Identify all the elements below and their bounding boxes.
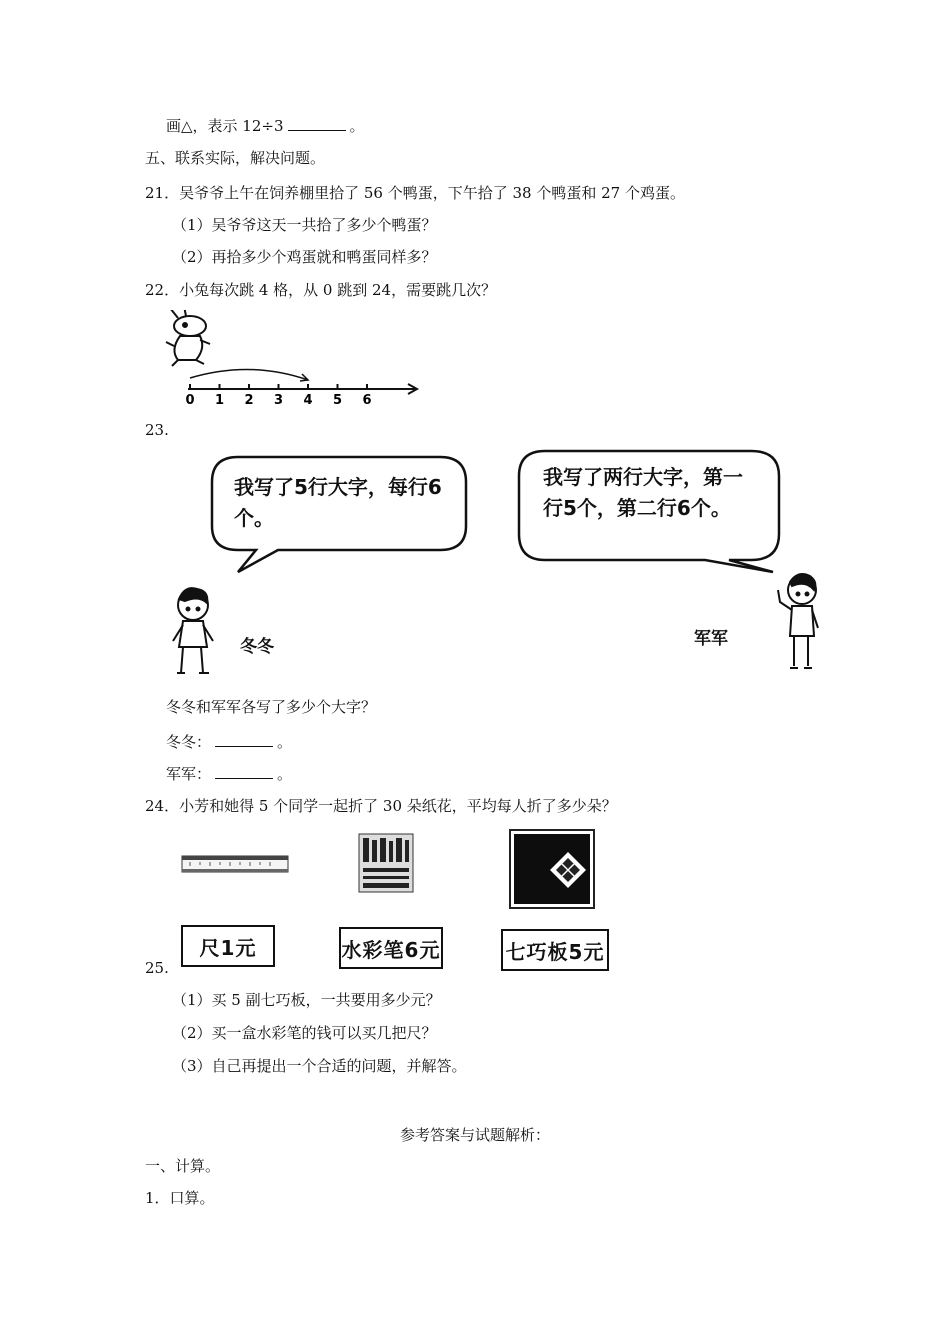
boy-junjun-figure (770, 572, 830, 674)
bubble-right-text: 我写了两行大字，第一行5个，第二行6个。 (543, 465, 743, 520)
name-dongdong: 冬冬 (240, 637, 274, 657)
q21-stem: 21．吴爷爷上午在饲养棚里拾了 56 个鸭蛋，下午拾了 38 个鸭蛋和 27 个鸡蛋。 (145, 184, 685, 202)
speech-bubble-right (515, 448, 785, 574)
section-5-title: 五、联系实际，解决问题。 (145, 149, 326, 167)
answers-item-1: 1．口算。 (145, 1189, 215, 1207)
q24-stem: 24．小芳和她得 5 个同学一起折了 30 朵纸花，平均每人折了多少朵？ (145, 797, 617, 815)
jump-arc (190, 369, 308, 380)
q20-answer-blank[interactable] (288, 116, 346, 131)
tick-label: 1 (214, 393, 225, 408)
q21-sub2: （2）再拾多少个鸡蛋就和鸭蛋同样多？ (172, 248, 437, 266)
q25-number: 25. (145, 959, 169, 977)
tangram-image (508, 828, 596, 910)
tick-label: 4 (303, 393, 313, 408)
q23-answer-junjun: 军军： 。 (166, 765, 293, 783)
speech-bubble-left (208, 454, 470, 576)
tick-label: 5 (332, 393, 343, 408)
q25-sub3: （3）自己再提出一个合适的问题，并解答。 (172, 1057, 467, 1075)
q22-stem: 22．小兔每次跳 4 格，从 0 跳到 24，需要跳几次？ (145, 281, 497, 299)
bubble-left-text: 我写了5行大字，每行6个。 (234, 475, 442, 530)
tick-label: 0 (185, 393, 195, 408)
q23-question: 冬冬和军军各写了多少个大字？ (166, 698, 377, 716)
ruler-image (180, 852, 290, 878)
q20-tail: 画△，表示 12÷3 。 (166, 117, 365, 135)
price-pens: 水彩笔6元 (339, 927, 443, 969)
q23-number: 23. (145, 421, 169, 439)
q20-tail-text: 画△，表示 12÷3 (166, 117, 284, 135)
q25-sub1: （1）买 5 副七巧板，一共要用多少元？ (172, 991, 441, 1009)
junjun-answer-blank[interactable] (215, 764, 273, 779)
watercolor-pens-image (355, 830, 417, 896)
answers-title: 参考答案与试题解析： (399, 1126, 550, 1144)
boy-dongdong-figure (165, 585, 225, 685)
name-junjun: 军军 (694, 629, 728, 649)
q23-answer-dongdong: 冬冬： 。 (166, 733, 293, 751)
tick-label: 3 (273, 393, 284, 408)
answers-section-1: 一、计算。 (145, 1157, 221, 1175)
rabbit-figure (166, 310, 210, 366)
price-ruler: 尺1元 (181, 925, 275, 967)
q25-sub2: （2）买一盒水彩笔的钱可以买几把尺？ (172, 1024, 437, 1042)
tick-label: 2 (244, 393, 254, 408)
dongdong-answer-blank[interactable] (215, 732, 273, 747)
tick-label: 6 (362, 393, 372, 408)
number-line-figure (160, 310, 430, 410)
price-tangram: 七巧板5元 (501, 929, 609, 971)
q21-sub1: （1）吴爷爷这天一共拾了多少个鸭蛋？ (172, 216, 437, 234)
